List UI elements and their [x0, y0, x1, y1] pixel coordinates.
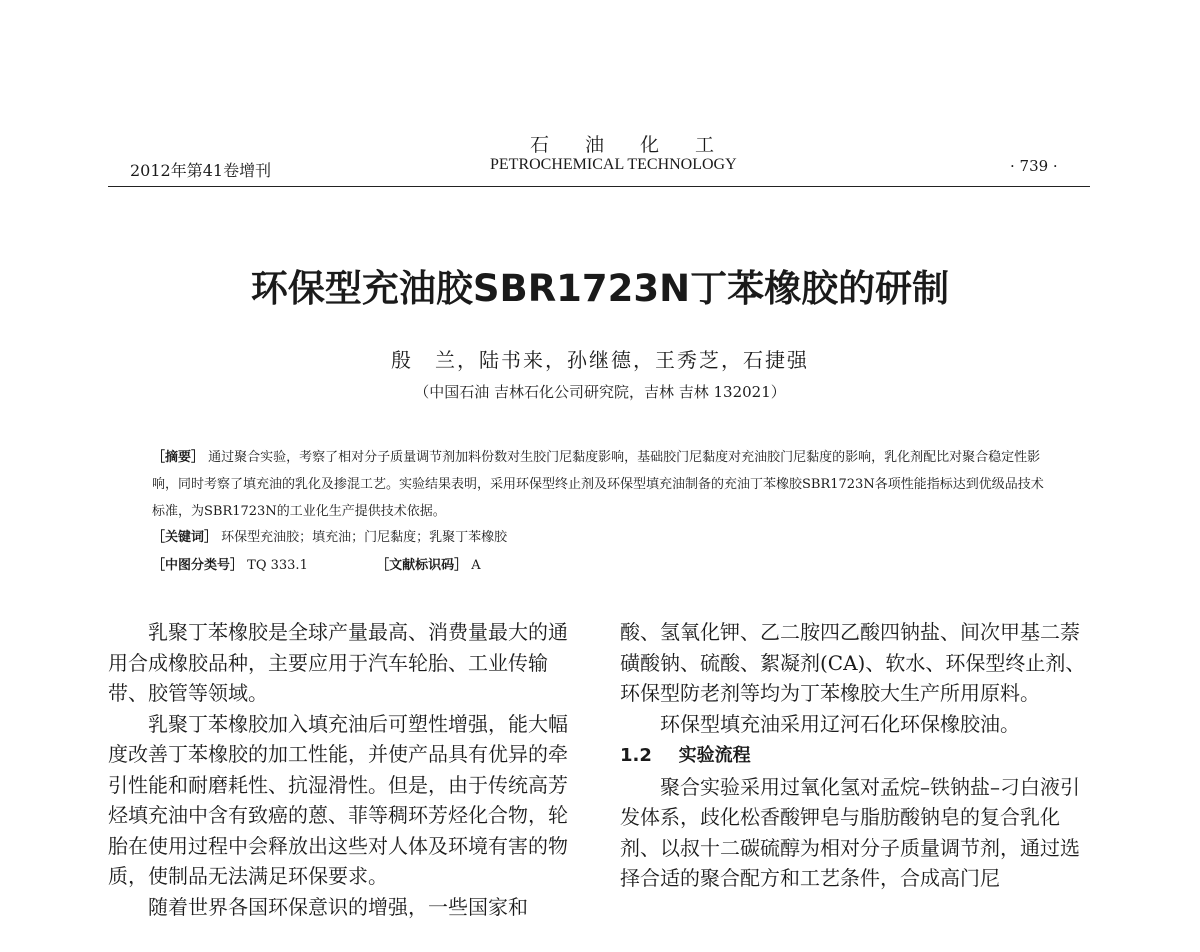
section-title: 实验流程	[678, 745, 751, 766]
keywords	[152, 528, 507, 548]
abstract	[152, 444, 1052, 525]
clc-value: TQ 333.1	[247, 558, 308, 573]
article-title: 环保型充油胶SBR1723N丁苯橡胶的研制	[250, 267, 950, 310]
section-heading	[620, 739, 1092, 772]
body-paragraph: 乳聚丁苯橡胶加入填充油后可塑性增强，能大幅度改善丁苯橡胶的加工性能，并使产品具有优异的牵引性能和耐磨耗性、抗湿滑性。但是，由于传统高芳烃填充油中含有致癌的蒽、菲等稠环芳烃化合物，轮胎在使用过程中会释放出这些对人体及环境有害的物质，使制品无法满足环保要求。	[108, 711, 568, 888]
body-left-column	[108, 617, 578, 922]
body-paragraph: 乳聚丁苯橡胶是全球产量最高、消费量最大的通用合成橡胶品种，主要应用于汽车轮胎、工业传输带、胶管等领域。	[108, 620, 568, 705]
keywords-text: 环保型充油胶；填充油；门尼黏度；乳聚丁苯橡胶	[221, 530, 508, 545]
keywords-label: ［关键词］	[152, 530, 218, 545]
journal-name-cn: 石油化工	[529, 134, 750, 156]
body-right-column	[620, 617, 1092, 894]
body-paragraph: 聚合实验采用过氧化氢对孟烷–铁钠盐–刁白液引发体系，歧化松香酸钾皂与脂肪酸钠皂的复合乳化剂、以叔十二碳硫醇为相对分子质量调节剂，通过选择合适的聚合配方和工艺条件，合成高门尼	[620, 774, 1080, 890]
doc-code-value: A	[471, 558, 481, 573]
affiliation: （中国石油 吉林石化公司研究院，吉林 吉林 132021）	[414, 383, 786, 401]
clc-label: ［中图分类号］	[152, 558, 244, 573]
journal-name-en: PETROCHEMICAL TECHNOLOGY	[490, 156, 737, 173]
body-paragraph: 环保型填充油采用辽河石化环保橡胶油。	[660, 711, 1020, 736]
issue-info: 2012年第41卷增刊	[130, 161, 272, 180]
authors: 殷 兰，陆书来，孙继德，王秀芝，石捷强	[391, 348, 809, 372]
body-paragraph: 随着世界各国环保意识的增强，一些国家和	[148, 894, 528, 919]
doc-code-label: ［文献标识码］	[376, 558, 468, 573]
classification	[152, 556, 481, 576]
section-number: 1.2	[620, 745, 652, 766]
abstract-label: ［摘要］	[152, 450, 205, 465]
page-number: · 739 ·	[1010, 157, 1058, 175]
header-rule	[108, 186, 1090, 187]
body-paragraph: 酸、氢氧化钾、乙二胺四乙酸四钠盐、间次甲基二萘磺酸钠、硫酸、絮凝剂(CA)、软水、环保型终止剂、环保型防老剂等均为丁苯橡胶大生产所用原料。	[620, 620, 1086, 705]
abstract-text: 通过聚合实验，考察了相对分子质量调节剂加料份数对生胶门尼黏度影响，基础胶门尼黏度对充油胶门尼黏度的影响，乳化剂配比对聚合稳定性影响，同时考察了填充油的乳化及掺混工艺。实验结果表明，采用环保型终止剂及环保型填充油制备的充油丁苯橡胶SBR1723N各项性能指标达到优级品技术标准，为SBR1723N的工业化生产提供技术依据。	[152, 450, 1044, 519]
